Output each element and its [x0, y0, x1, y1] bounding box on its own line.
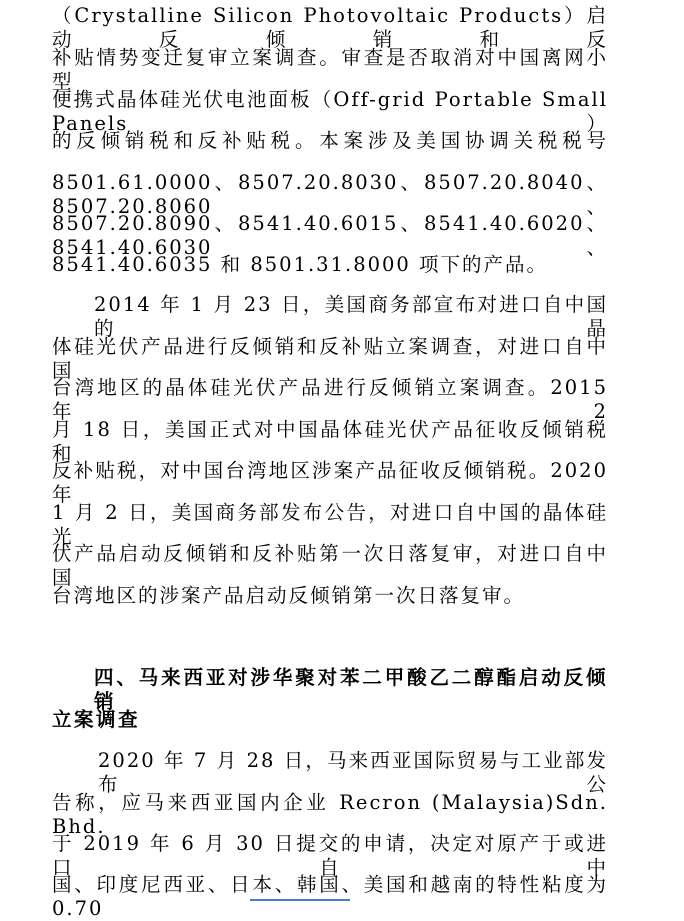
- paragraph-line: 8507.20.8090、8541.40.6015、8541.40.6020、8541.40.6030、: [52, 212, 608, 259]
- paragraph-line: 台湾地区的涉案产品启动反倾销第一次日落复审。: [52, 584, 526, 607]
- selection-marker: [250, 899, 350, 901]
- paragraph-line: 2020 年 7 月 28 日，马来西亚国际贸易与工业部发布公: [98, 749, 608, 796]
- paragraph-line: 8541.40.6035 和 8501.31.8000 项下的产品。: [52, 253, 549, 276]
- paragraph-line: 便携式晶体硅光伏电池面板（Off-grid Portable Small Panels）: [52, 88, 608, 135]
- paragraph-line: 2014 年 1 月 23 日，美国商务部宣布对进口自中国的晶: [94, 293, 608, 340]
- paragraph-line: 告称，应马来西亚国内企业 Recron (Malaysia)Sdn. Bhd.: [52, 791, 608, 838]
- section-heading: 立案调查: [52, 708, 141, 731]
- section-heading: 四、马来西亚对涉华聚对苯二甲酸乙二醇酯启动反倾销: [94, 666, 608, 713]
- paragraph-line: 台湾地区的晶体硅光伏产品进行反倾销立案调查。2015 年 2: [52, 376, 608, 423]
- paragraph-line: 国、印度尼西亚、日本、韩国、美国和越南的特性粘度为 0.70: [52, 873, 608, 920]
- paragraph-line: 反补贴税，对中国台湾地区涉案产品征收反倾销税。2020 年: [52, 459, 608, 506]
- paragraph-line: 月 18 日，美国正式对中国晶体硅光伏产品征收反倾销税和: [52, 418, 608, 465]
- paragraph-line: 于 2019 年 6 月 30 日提交的申请，决定对原产于或进口自中: [52, 832, 608, 879]
- paragraph-line: 8501.61.0000、8507.20.8030、8507.20.8040、8507.20.8060、: [52, 171, 608, 218]
- paragraph-line: 伏产品启动反倾销和反补贴第一次日落复审，对进口自中国: [52, 542, 608, 589]
- paragraph-line: 补贴情势变迁复审立案调查。审查是否取消对中国离网小型: [52, 46, 608, 93]
- paragraph-line: （Crystalline Silicon Photovoltaic Products）启动反倾销和反: [52, 4, 608, 51]
- paragraph-line: 的反倾销税和反补贴税。本案涉及美国协调关税税号: [52, 129, 608, 152]
- paragraph-line: 体硅光伏产品进行反倾销和反补贴立案调查，对进口自中国: [52, 335, 608, 382]
- paragraph-line: 1 月 2 日，美国商务部发布公告，对进口自中国的晶体硅光: [52, 501, 608, 548]
